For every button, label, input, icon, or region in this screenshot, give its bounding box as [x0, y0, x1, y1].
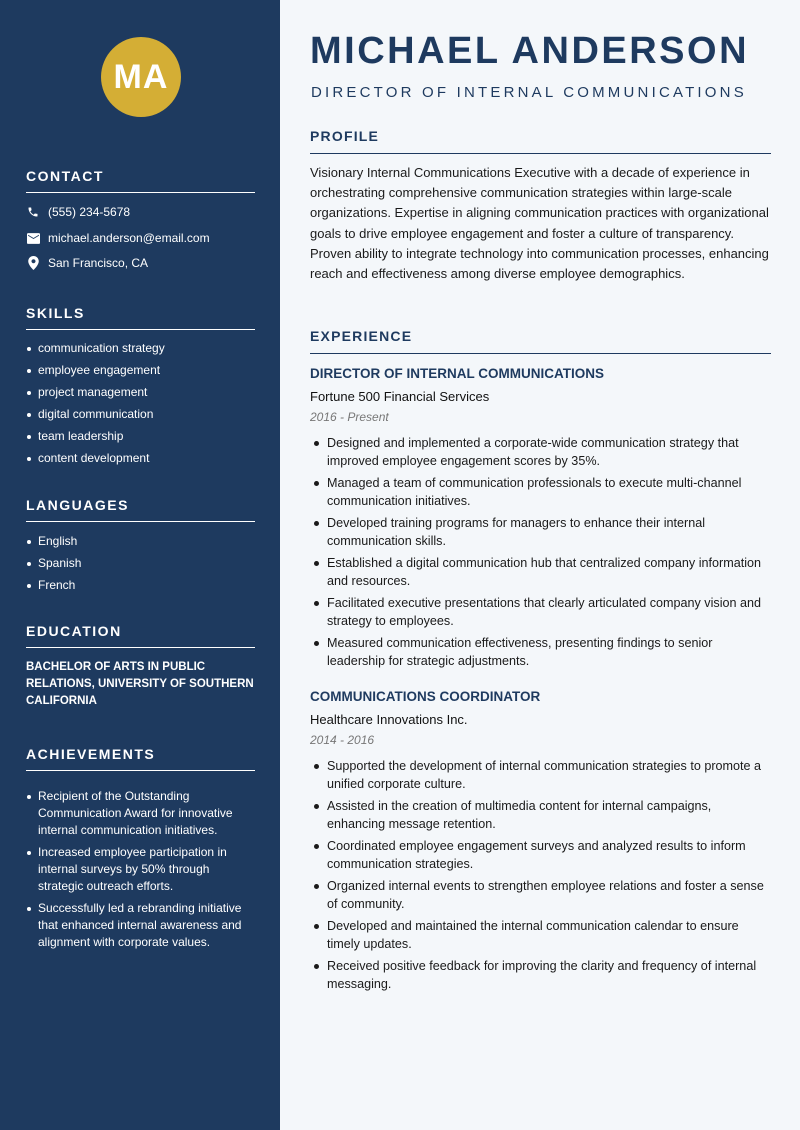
sidebar [0, 0, 280, 1130]
experience-heading: EXPERIENCE [310, 328, 771, 354]
job-bullet: Developed training programs for managers to enhance their internal communication skills. [310, 514, 772, 550]
achievement-item: Increased employee participation in internal surveys by 50% through strategic outreach efforts. [26, 844, 255, 895]
profile-text: Visionary Internal Communications Executive with a decade of experience in orchestrating comprehensive communication strategies within large-scale organizations. Expertise in aligning communication practices with organizational goals to drive employee engagement and foster a culture of transparency. Proven ability to integrate technology into communication processes, enhancing reach and effectiveness among diverse employee demographics. [310, 165, 769, 282]
job-bullets [310, 757, 772, 997]
contact-heading: CONTACT [26, 168, 255, 193]
job-bullet: Organized internal events to strengthen employee relations and foster a sense of community. [310, 877, 772, 913]
job-title: COMMUNICATIONS COORDINATOR [310, 689, 541, 704]
avatar [101, 37, 181, 117]
education-degree: BACHELOR OF ARTS IN PUBLIC RELATIONS, UNIVERSITY OF SOUTHERN CALIFORNIA [26, 661, 254, 707]
job-bullet: Coordinated employee engagement surveys and analyzed results to inform communication strategies. [310, 837, 772, 873]
job-bullet: Established a digital communication hub that centralized company information and resources. [310, 554, 772, 590]
candidate-name: MICHAEL ANDERSON [310, 30, 750, 72]
achievements-heading: ACHIEVEMENTS [26, 746, 255, 771]
skill-item: content development [26, 450, 255, 467]
job-dates: 2014 - 2016 [310, 733, 375, 747]
contact-location [26, 256, 148, 270]
skill-item: digital communication [26, 406, 255, 423]
achievement-item: Successfully led a rebranding initiative that enhanced internal awareness and alignment with corporate values. [26, 900, 255, 951]
company-name: Healthcare Innovations Inc. [310, 712, 468, 727]
achievements-list [26, 788, 255, 956]
languages-heading: LANGUAGES [26, 497, 255, 522]
contact-phone[interactable] [26, 205, 130, 219]
job-bullet: Assisted in the creation of multimedia content for internal campaigns, enhancing message retention. [310, 797, 772, 833]
language-item: Spanish [26, 555, 255, 572]
skill-item: team leadership [26, 428, 255, 445]
profile-heading: PROFILE [310, 128, 771, 154]
job-bullet: Managed a team of communication professionals to execute multi-channel communication initiatives. [310, 474, 772, 510]
job-bullet: Developed and maintained the internal communication calendar to ensure timely updates. [310, 917, 772, 953]
candidate-title: DIRECTOR OF INTERNAL COMMUNICATIONS [311, 84, 747, 101]
languages-list [26, 533, 255, 599]
job-dates: 2016 - Present [310, 410, 389, 424]
location-pin-icon [26, 256, 40, 270]
skill-item: communication strategy [26, 340, 255, 357]
job-bullet: Measured communication effectiveness, presenting findings to senior leadership for strategic adjustments. [310, 634, 772, 670]
education-heading: EDUCATION [26, 623, 255, 648]
job-bullet: Designed and implemented a corporate-wide communication strategy that improved employee engagement scores by 35%. [310, 434, 772, 470]
company-name: Fortune 500 Financial Services [310, 389, 490, 404]
phone-icon [26, 205, 40, 219]
skill-item: project management [26, 384, 255, 401]
language-item: English [26, 533, 255, 550]
achievement-item: Recipient of the Outstanding Communication Award for innovative internal communication initiatives. [26, 788, 255, 839]
job-bullets [310, 434, 772, 674]
job-title: DIRECTOR OF INTERNAL COMMUNICATIONS [310, 366, 604, 381]
phone-text: (555) 234-5678 [48, 205, 131, 219]
skills-heading: SKILLS [26, 305, 255, 330]
job-bullet: Received positive feedback for improving the clarity and frequency of internal messaging. [310, 957, 772, 993]
avatar-initials: MA [113, 57, 169, 96]
language-item: French [26, 577, 255, 594]
email-text: michael.anderson@email.com [48, 231, 210, 245]
skill-item: employee engagement [26, 362, 255, 379]
location-text: San Francisco, CA [48, 256, 149, 270]
job-bullet: Facilitated executive presentations that clearly articulated company vision and strategy to employees. [310, 594, 772, 630]
job-bullet: Supported the development of internal communication strategies to promote a unified corporate culture. [310, 757, 772, 793]
contact-email[interactable] [26, 231, 210, 245]
email-icon [26, 231, 40, 245]
skills-list [26, 340, 255, 472]
